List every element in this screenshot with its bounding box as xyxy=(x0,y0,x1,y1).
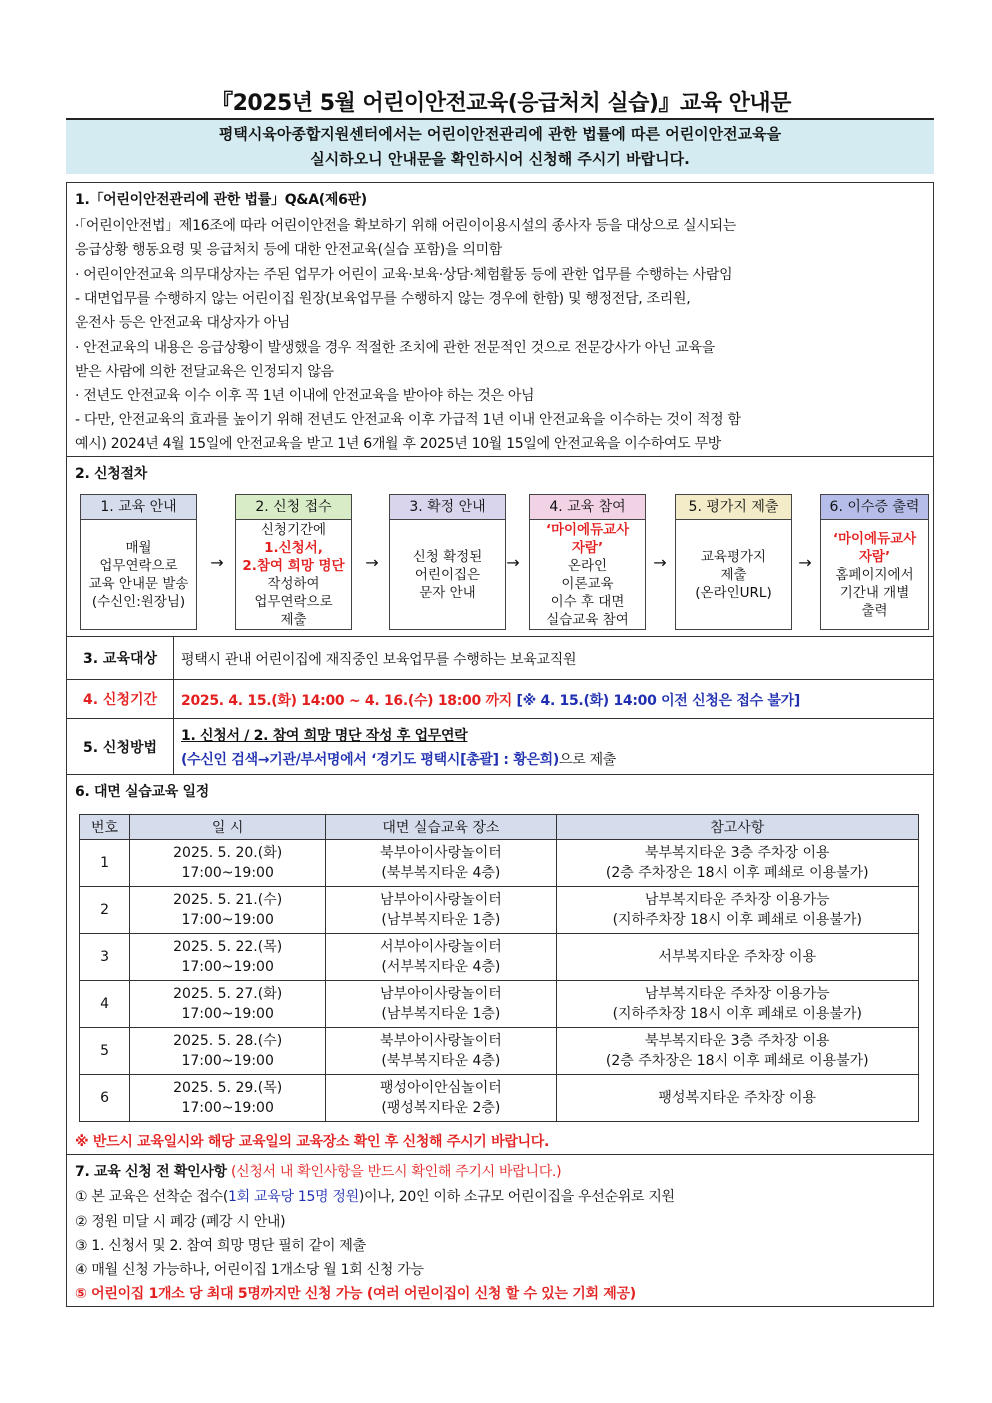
row-datetime xyxy=(130,1028,326,1075)
step-1-title: 1. 교육 안내 xyxy=(81,495,196,520)
place-floor: (서부복지타운 4층) xyxy=(381,959,501,975)
column-header: 참고사항 xyxy=(556,815,918,840)
row-place xyxy=(326,934,556,981)
step-5-box xyxy=(675,494,792,630)
note-subtext: (2층 주차장은 18시 이후 폐쇄로 이용불가) xyxy=(605,1053,869,1069)
step-3-box xyxy=(389,494,506,630)
arrow-right-icon: → xyxy=(506,553,520,572)
method-line-1: 1. 신청서 / 2. 참여 희망 명단 작성 후 업무연락 xyxy=(181,728,468,744)
step-text: 매월 xyxy=(125,539,152,556)
section-period-label: 4. 신청기간 xyxy=(67,680,174,718)
step-6-body xyxy=(821,520,928,629)
step-3-body xyxy=(390,520,505,629)
column-header: 대면 실습교육 장소 xyxy=(326,815,556,840)
step-text: (온라인URL) xyxy=(695,584,772,601)
intro-banner xyxy=(66,118,934,174)
date-text: 2025. 5. 28.(수) xyxy=(173,1033,283,1049)
place-name: 남부아이사랑놀이터 xyxy=(380,986,502,1002)
date-text: 2025. 5. 22.(목) xyxy=(173,939,283,955)
intro-line-1: 평택시육아종합지원센터에서는 어린이안전관리에 관한 법률에 따른 어린이안전교육을 xyxy=(218,125,782,143)
step-1-body xyxy=(81,520,196,629)
table-row xyxy=(80,887,919,934)
step-2-box xyxy=(235,494,352,630)
schedule-table xyxy=(79,814,919,1122)
place-name: 팽성아이안심놀이터 xyxy=(380,1080,502,1096)
step-text: 출력 xyxy=(861,602,888,619)
row-place xyxy=(326,1075,556,1122)
table-row xyxy=(80,840,919,887)
step-text: 업무연락으로 xyxy=(99,557,178,574)
time-text: 17:00~19:00 xyxy=(181,959,274,975)
row-number: 1 xyxy=(80,840,130,887)
row-place xyxy=(326,840,556,887)
step-4-title: 4. 교육 참여 xyxy=(530,495,645,520)
note-text: 남부복지타운 주차장 이용가능 xyxy=(644,986,830,1002)
step-4-box xyxy=(529,494,646,630)
row-datetime xyxy=(130,981,326,1028)
step-5-body xyxy=(676,520,791,629)
step-text: 온라인 xyxy=(567,557,608,574)
section-period xyxy=(67,680,933,719)
row-place xyxy=(326,1028,556,1075)
row-note xyxy=(556,1028,918,1075)
note-text: 남부복지타운 주차장 이용가능 xyxy=(644,892,830,908)
section-qa xyxy=(67,183,933,457)
method-recipient: (수신인 검색→기관/부서명에서 ‘경기도 평택시[총괄] : 황은희) xyxy=(181,752,559,768)
intro-line-2: 실시하오니 안내문을 확인하시어 신청해 주시기 바랍니다. xyxy=(310,150,690,168)
step-6-box xyxy=(820,494,929,630)
row-number: 2 xyxy=(80,887,130,934)
section-procedure-heading: 2. 신청절차 xyxy=(75,466,147,482)
row-note xyxy=(556,981,918,1028)
step-4-body xyxy=(530,520,645,629)
page-title: 『2025년 5월 어린이안전교육(응급처치 실습)』교육 안내문 xyxy=(211,91,791,116)
row-note xyxy=(556,887,918,934)
place-floor: (남부복지타운 1층) xyxy=(381,1006,501,1022)
step-text: 2.참여 희망 명단 xyxy=(242,557,345,574)
step-text: ‘마이에듀교사 xyxy=(832,530,917,547)
step-text: 이론교육 xyxy=(561,575,614,592)
section-qa-heading: 1.「어린이안전관리에 관한 법률」Q&A(제6판) xyxy=(75,192,367,208)
row-number: 4 xyxy=(80,981,130,1028)
step-text: 홈페이지에서 xyxy=(835,566,914,583)
step-text: ‘마이에듀교사 xyxy=(545,521,630,538)
row-note xyxy=(556,934,918,981)
note-text: 서부복지타운 주차장 이용 xyxy=(658,949,817,965)
checklist-heading-text: 7. 교육 신청 전 확인사항 xyxy=(75,1164,227,1180)
qa-line: 운전사 등은 안전교육 대상자가 아님 xyxy=(75,315,290,331)
time-text: 17:00~19:00 xyxy=(181,865,274,881)
qa-line: 예시) 2024년 4월 15일에 안전교육을 받고 1년 6개월 후 2025년 10월 15일에 안전교육을 이수하여도 무방 xyxy=(75,436,721,452)
time-text: 17:00~19:00 xyxy=(181,1006,274,1022)
note-text: 북부복지타운 3층 주차장 이용 xyxy=(644,845,830,861)
place-floor: (남부복지타운 1층) xyxy=(381,912,501,928)
step-text: 작성하여 xyxy=(267,575,320,592)
place-floor: (팽성복지타운 2층) xyxy=(381,1100,501,1116)
section-target xyxy=(67,637,933,680)
note-subtext: (지하주차장 18시 이후 폐쇄로 이용불가) xyxy=(612,912,862,928)
note-text: 팽성복지타운 주차장 이용 xyxy=(658,1090,817,1106)
row-place xyxy=(326,887,556,934)
step-text: 자람’ xyxy=(858,548,891,565)
item-text: ① 본 교육은 선착순 접수( xyxy=(75,1189,229,1205)
checklist-heading-note: (신청서 내 확인사항을 반드시 확인해 주기시 바랍니다.) xyxy=(230,1164,562,1180)
row-number: 5 xyxy=(80,1028,130,1075)
step-text: 업무연락으로 xyxy=(254,593,333,610)
qa-line: ·「어린이안전법」제16조에 따라 어린이안전을 확보하기 위해 어린이이용시설의 종사자 등을 대상으로 실시되는 xyxy=(75,218,736,234)
qa-line: - 대면업무를 수행하지 않는 어린이집 원장(보육업무를 수행하지 않는 경우에 한함) 및 행정전담, 조리원, xyxy=(75,291,691,307)
place-floor: (북부복지타운 4층) xyxy=(381,865,501,881)
arrow-right-icon: → xyxy=(653,553,667,572)
time-text: 17:00~19:00 xyxy=(181,1053,274,1069)
item-highlight: 1회 교육당 15명 정원 xyxy=(228,1189,359,1205)
row-number: 3 xyxy=(80,934,130,981)
table-row xyxy=(80,981,919,1028)
checklist-item-1 xyxy=(75,1186,675,1206)
note-subtext: (지하주차장 18시 이후 폐쇄로 이용불가) xyxy=(612,1006,862,1022)
step-6-title: 6. 이수증 출력 xyxy=(821,495,928,520)
checklist-item-4: ④ 매월 신청 가능하나, 어린이집 1개소당 월 1회 신청 가능 xyxy=(75,1262,424,1278)
note-subtext: (2층 주차장은 18시 이후 폐쇄로 이용불가) xyxy=(605,865,869,881)
table-row xyxy=(80,1075,919,1122)
step-text: 자람’ xyxy=(571,539,604,556)
checklist-item-5: ⑤ 어린이집 1개소 당 최대 5명까지만 신청 가능 (여러 어린이집이 신청 할 수 있는 기회 제공) xyxy=(75,1286,636,1302)
period-dates: 2025. 4. 15.(화) 14:00 ~ 4. 16.(수) 18:00 까지 xyxy=(181,693,512,709)
step-5-title: 5. 평가지 제출 xyxy=(676,495,791,520)
step-text: 제출 xyxy=(720,566,747,583)
period-warning: [※ 4. 15.(화) 14:00 이전 신청은 접수 불가] xyxy=(516,693,800,709)
checklist-item-2: ② 정원 미달 시 폐강 (폐강 시 안내) xyxy=(75,1214,286,1230)
row-number: 6 xyxy=(80,1075,130,1122)
step-text: 제출 xyxy=(280,611,307,628)
arrow-right-icon: → xyxy=(210,553,224,572)
section-checklist xyxy=(67,1155,933,1307)
method-line-2 xyxy=(181,749,616,769)
section-target-text: 평택시 관내 어린이집에 재직중인 보육업무를 수행하는 보육교직원 xyxy=(181,652,577,668)
step-2-title: 2. 신청 접수 xyxy=(236,495,351,520)
qa-line: - 다만, 안전교육의 효과를 높이기 위해 전년도 안전교육 이후 가급적 1년 이내 안전교육을 이수하는 것이 적정 함 xyxy=(75,412,741,428)
section-period-text xyxy=(181,690,800,710)
time-text: 17:00~19:00 xyxy=(181,1100,274,1116)
section-method xyxy=(67,719,933,775)
step-text: 교육 안내문 발송 xyxy=(88,575,189,592)
row-note xyxy=(556,1075,918,1122)
date-text: 2025. 5. 21.(수) xyxy=(173,892,283,908)
qa-line: · 어린이안전교육 의무대상자는 주된 업무가 어린이 교육·보육·상담·체험활동 등에 관한 업무를 수행하는 사람임 xyxy=(75,267,733,283)
section-schedule-heading: 6. 대면 실습교육 일정 xyxy=(75,784,209,800)
column-header: 번호 xyxy=(80,815,130,840)
step-text: (수신인:원장님) xyxy=(91,593,186,610)
row-datetime xyxy=(130,934,326,981)
item-text: )이나, 20인 이하 소규모 어린이집을 우선순위로 지원 xyxy=(358,1189,675,1205)
step-text: 교육평가지 xyxy=(700,548,767,565)
row-place xyxy=(326,981,556,1028)
step-3-title: 3. 확정 안내 xyxy=(390,495,505,520)
place-name: 남부아이사랑놀이터 xyxy=(380,892,502,908)
time-text: 17:00~19:00 xyxy=(181,912,274,928)
date-text: 2025. 5. 29.(목) xyxy=(173,1080,283,1096)
step-text: 1.신청서, xyxy=(264,539,323,556)
section-target-label: 3. 교육대상 xyxy=(67,637,174,679)
step-text: 신청기간에 xyxy=(260,521,327,538)
place-name: 북부아이사랑놀이터 xyxy=(380,1033,502,1049)
section-checklist-heading xyxy=(75,1161,561,1181)
checklist-item-3: ③ 1. 신청서 및 2. 참여 희망 명단 필히 같이 제출 xyxy=(75,1238,366,1254)
method-tail: 으로 제출 xyxy=(558,752,617,768)
place-name: 북부아이사랑놀이터 xyxy=(380,845,502,861)
qa-line: · 전년도 안전교육 이수 이후 꼭 1년 이내에 안전교육을 받아야 하는 것은 아님 xyxy=(75,388,535,404)
step-text: 문자 안내 xyxy=(419,584,476,601)
place-floor: (북부복지타운 4층) xyxy=(381,1053,501,1069)
qa-line: 응급상황 행동요령 및 응급처치 등에 대한 안전교육(실습 포함)을 의미함 xyxy=(75,242,503,258)
step-2-body xyxy=(236,520,351,629)
date-text: 2025. 5. 20.(화) xyxy=(173,845,283,861)
step-1-box xyxy=(80,494,197,630)
arrow-right-icon: → xyxy=(365,553,379,572)
note-text: 북부복지타운 3층 주차장 이용 xyxy=(644,1033,830,1049)
table-header-row xyxy=(80,815,919,840)
step-text: 실습교육 참여 xyxy=(546,611,629,628)
step-text: 신청 확정된 xyxy=(412,548,483,565)
row-note xyxy=(556,840,918,887)
row-datetime xyxy=(130,1075,326,1122)
notice-body xyxy=(66,182,934,1307)
date-text: 2025. 5. 27.(화) xyxy=(173,986,283,1002)
qa-line: · 안전교육의 내용은 응급상황이 발생했을 경우 적절한 조치에 관한 전문적인 것으로 전문강사가 아닌 교육을 xyxy=(75,340,715,356)
place-name: 서부아이사랑놀이터 xyxy=(380,939,502,955)
step-text: 어린이집은 xyxy=(414,566,481,583)
column-header: 일 시 xyxy=(130,815,326,840)
arrow-right-icon: → xyxy=(798,553,812,572)
table-row xyxy=(80,934,919,981)
step-text: 기간내 개별 xyxy=(839,584,910,601)
schedule-footnote: ※ 반드시 교육일시와 해당 교육일의 교육장소 확인 후 신청해 주시기 바랍니다. xyxy=(75,1134,550,1150)
row-datetime xyxy=(130,840,326,887)
qa-line: 받은 사람에 의한 전달교육은 인정되지 않음 xyxy=(75,364,334,380)
section-method-label: 5. 신청방법 xyxy=(67,719,174,774)
row-datetime xyxy=(130,887,326,934)
step-text: 이수 후 대면 xyxy=(550,593,625,610)
table-row xyxy=(80,1028,919,1075)
